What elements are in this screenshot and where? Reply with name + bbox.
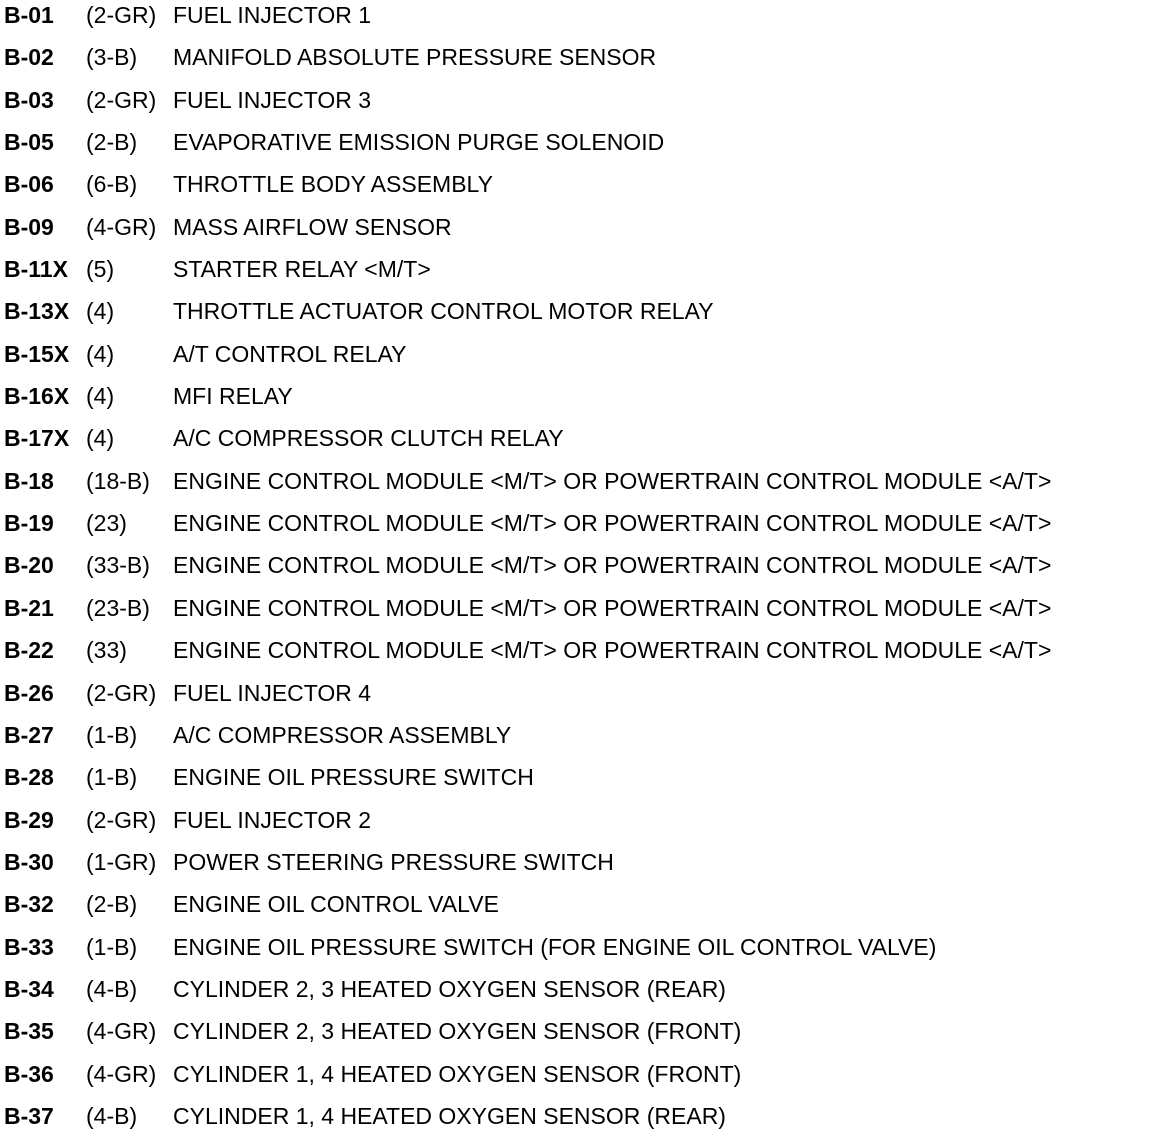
connector-row xyxy=(0,805,1152,847)
connector-description: THROTTLE BODY ASSEMBLY xyxy=(173,171,493,198)
connector-pins: (5) xyxy=(86,256,115,283)
connector-row xyxy=(0,1016,1152,1058)
connector-row xyxy=(0,423,1152,465)
connector-row xyxy=(0,889,1152,931)
connector-pins: (4) xyxy=(86,340,115,367)
connector-row xyxy=(0,508,1152,550)
connector-pins: (2-B) xyxy=(86,129,138,156)
connector-pins: (2-GR) xyxy=(86,2,157,28)
connector-pins: (4-GR) xyxy=(86,1018,157,1045)
connector-pins: (1-B) xyxy=(86,933,138,960)
connector-pins: (1-GR) xyxy=(86,848,157,875)
connector-pins: (4) xyxy=(86,383,115,410)
connector-pins: (23-B) xyxy=(86,594,150,621)
connector-pins: (4-B) xyxy=(86,975,138,1002)
connector-code: B-33 xyxy=(4,933,54,960)
connector-pins: (4-GR) xyxy=(86,213,157,240)
connector-description: EVAPORATIVE EMISSION PURGE SOLENOID xyxy=(173,129,665,156)
connector-description: FUEL INJECTOR 2 xyxy=(173,806,372,833)
connector-pins: (2-GR) xyxy=(86,806,157,833)
connector-code: B-15X xyxy=(4,340,70,367)
connector-description: FUEL INJECTOR 4 xyxy=(173,679,372,706)
connector-code: B-36 xyxy=(4,1060,54,1087)
connector-row xyxy=(0,466,1152,508)
connector-code: B-16X xyxy=(4,383,70,410)
connector-description: ENGINE OIL CONTROL VALVE xyxy=(173,891,499,918)
connector-row xyxy=(0,1101,1152,1143)
connector-code: B-03 xyxy=(4,86,54,113)
connector-row xyxy=(0,169,1152,211)
connector-description: ENGINE OIL PRESSURE SWITCH xyxy=(173,764,534,791)
connector-code: B-21 xyxy=(4,594,54,621)
connector-pins: (2-GR) xyxy=(86,679,157,706)
connector-row xyxy=(0,678,1152,720)
connector-description: CYLINDER 2, 3 HEATED OXYGEN SENSOR (FRONT) xyxy=(173,1018,742,1045)
connector-row xyxy=(0,1059,1152,1101)
connector-description: A/C COMPRESSOR CLUTCH RELAY xyxy=(173,425,564,452)
connector-code: B-28 xyxy=(4,764,54,791)
connector-pins: (4-B) xyxy=(86,1102,138,1129)
connector-description: CYLINDER 1, 4 HEATED OXYGEN SENSOR (REAR) xyxy=(173,1102,726,1129)
connector-row xyxy=(0,296,1152,338)
connector-description: A/T CONTROL RELAY xyxy=(173,340,407,367)
connector-description: ENGINE CONTROL MODULE <M/T> OR POWERTRAIN CONTROL MODULE <A/T> xyxy=(173,552,1052,579)
connector-row xyxy=(0,550,1152,592)
connector-code: B-34 xyxy=(4,975,54,1002)
connector-description: FUEL INJECTOR 3 xyxy=(173,86,372,113)
connector-pins: (4) xyxy=(86,298,115,325)
connector-pins: (2-B) xyxy=(86,891,138,918)
connector-pins: (4) xyxy=(86,425,115,452)
connector-description: ENGINE CONTROL MODULE <M/T> OR POWERTRAIN CONTROL MODULE <A/T> xyxy=(173,594,1052,621)
connector-pins: (23) xyxy=(86,510,127,537)
connector-description: ENGINE CONTROL MODULE <M/T> OR POWERTRAIN CONTROL MODULE <A/T> xyxy=(173,637,1052,664)
connector-row xyxy=(0,847,1152,889)
connector-pins: (3-B) xyxy=(86,44,138,71)
connector-code: B-27 xyxy=(4,721,54,748)
connector-code: B-20 xyxy=(4,552,54,579)
connector-pins: (1-B) xyxy=(86,721,138,748)
connector-description: A/C COMPRESSOR ASSEMBLY xyxy=(173,721,512,748)
connector-row xyxy=(0,381,1152,423)
connector-code: B-29 xyxy=(4,806,54,833)
connector-description: MFI RELAY xyxy=(173,383,293,410)
connector-description: ENGINE CONTROL MODULE <M/T> OR POWERTRAIN CONTROL MODULE <A/T> xyxy=(173,510,1052,537)
connector-row xyxy=(0,720,1152,762)
connector-row xyxy=(0,762,1152,804)
connector-description: MASS AIRFLOW SENSOR xyxy=(173,213,452,240)
connector-pins: (18-B) xyxy=(86,467,150,494)
connector-row xyxy=(0,974,1152,1016)
connector-code: B-19 xyxy=(4,510,54,537)
connector-pins: (6-B) xyxy=(86,171,138,198)
connector-description: THROTTLE ACTUATOR CONTROL MOTOR RELAY xyxy=(173,298,714,325)
connector-row xyxy=(0,85,1152,127)
connector-code: B-02 xyxy=(4,44,54,71)
connector-description: FUEL INJECTOR 1 xyxy=(173,2,372,28)
connector-description: MANIFOLD ABSOLUTE PRESSURE SENSOR xyxy=(173,44,657,71)
connector-row xyxy=(0,42,1152,84)
connector-row xyxy=(0,127,1152,169)
connector-code: B-17X xyxy=(4,425,70,452)
connector-pins: (1-B) xyxy=(86,764,138,791)
connector-description: CYLINDER 2, 3 HEATED OXYGEN SENSOR (REAR) xyxy=(173,975,726,1002)
connector-code: B-01 xyxy=(4,2,54,28)
connector-pins: (33-B) xyxy=(86,552,150,579)
connector-code: B-06 xyxy=(4,171,54,198)
connector-description: ENGINE OIL PRESSURE SWITCH (FOR ENGINE OIL CONTROL VALVE) xyxy=(173,933,937,960)
connector-row xyxy=(0,0,1152,42)
connector-code: B-26 xyxy=(4,679,54,706)
connector-description: CYLINDER 1, 4 HEATED OXYGEN SENSOR (FRONT) xyxy=(173,1060,742,1087)
connector-code: B-05 xyxy=(4,129,54,156)
connector-pins: (2-GR) xyxy=(86,86,157,113)
connector-row xyxy=(0,339,1152,381)
connector-code: B-32 xyxy=(4,891,54,918)
connector-row xyxy=(0,635,1152,677)
connector-code: B-11X xyxy=(4,256,68,283)
connector-description: POWER STEERING PRESSURE SWITCH xyxy=(173,848,614,875)
connector-code: B-09 xyxy=(4,213,54,240)
connector-code: B-22 xyxy=(4,637,54,664)
connector-code: B-35 xyxy=(4,1018,54,1045)
connector-code: B-18 xyxy=(4,467,54,494)
connector-code: B-30 xyxy=(4,848,54,875)
connector-row xyxy=(0,932,1152,974)
connector-pins: (33) xyxy=(86,637,127,664)
connector-row xyxy=(0,593,1152,635)
connector-description: ENGINE CONTROL MODULE <M/T> OR POWERTRAIN CONTROL MODULE <A/T> xyxy=(173,467,1052,494)
connector-description: STARTER RELAY <M/T> xyxy=(173,256,431,283)
connector-pins: (4-GR) xyxy=(86,1060,157,1087)
connector-code: B-37 xyxy=(4,1102,54,1129)
connector-row xyxy=(0,254,1152,296)
connector-code: B-13X xyxy=(4,298,70,325)
connector-row xyxy=(0,212,1152,254)
